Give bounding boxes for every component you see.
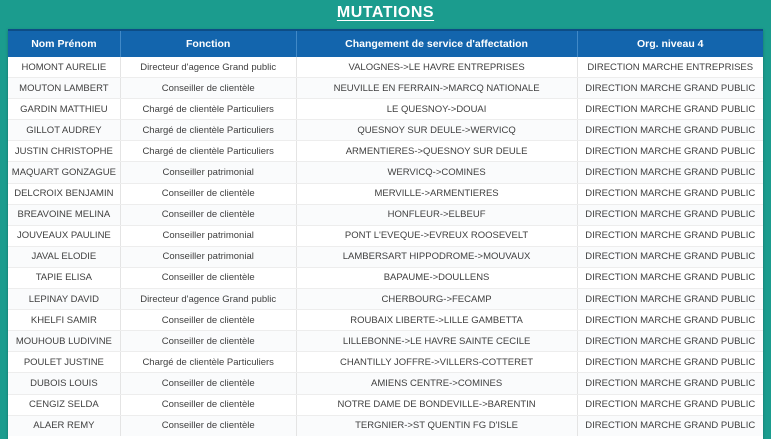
table-row <box>8 351 763 372</box>
cell-org-niveau-4: DIRECTION MARCHE GRAND PUBLIC <box>577 289 763 309</box>
cell-fonction: Conseiller de clientèle <box>120 184 296 204</box>
cell-changement-service: NOTRE DAME DE BONDEVILLE->BARENTIN <box>296 395 577 415</box>
cell-fonction: Conseiller de clientèle <box>120 416 296 436</box>
cell-org-niveau-4: DIRECTION MARCHE GRAND PUBLIC <box>577 120 763 140</box>
table-row <box>8 140 763 161</box>
table-row <box>8 204 763 225</box>
cell-nom-prenom: HOMONT AURELIE <box>21 61 107 73</box>
cell-nom-prenom: GILLOT AUDREY <box>26 124 102 136</box>
table-row <box>8 330 763 351</box>
column-header-org-niveau-4: Org. niveau 4 <box>577 31 763 57</box>
cell-fonction: Conseiller de clientèle <box>120 331 296 351</box>
cell-nom-prenom: MOUTON LAMBERT <box>19 82 109 94</box>
cell-fonction: Conseiller patrimonial <box>120 247 296 267</box>
table-row <box>8 98 763 119</box>
cell-changement-service: CHERBOURG->FECAMP <box>296 289 577 309</box>
cell-org-niveau-4: DIRECTION MARCHE GRAND PUBLIC <box>577 78 763 98</box>
cell-fonction: Directeur d'agence Grand public <box>120 57 296 77</box>
cell-changement-service: QUESNOY SUR DEULE->WERVICQ <box>296 120 577 140</box>
table-row <box>8 288 763 309</box>
table-row <box>8 183 763 204</box>
table-row <box>8 225 763 246</box>
cell-fonction: Conseiller de clientèle <box>120 395 296 415</box>
table-row <box>8 415 763 436</box>
table-header-row <box>8 29 763 57</box>
column-header-fonction: Fonction <box>120 31 296 57</box>
cell-changement-service: MERVILLE->ARMENTIERES <box>296 184 577 204</box>
cell-nom-prenom: KHELFI SAMIR <box>30 314 97 326</box>
cell-nom-prenom: MOUHOUB LUDIVINE <box>15 335 112 347</box>
cell-changement-service: LE QUESNOY->DOUAI <box>296 99 577 119</box>
cell-changement-service: ARMENTIERES->QUESNOY SUR DEULE <box>296 141 577 161</box>
table-row <box>8 119 763 140</box>
cell-fonction: Conseiller patrimonial <box>120 226 296 246</box>
cell-nom-prenom: JOUVEAUX PAULINE <box>16 230 111 242</box>
cell-nom-prenom: GARDIN MATTHIEU <box>20 103 108 115</box>
cell-fonction: Chargé de clientèle Particuliers <box>120 352 296 372</box>
table-body <box>8 57 763 436</box>
cell-changement-service: WERVICQ->COMINES <box>296 162 577 182</box>
page-title: MUTATIONS <box>336 4 435 21</box>
cell-fonction: Conseiller de clientèle <box>120 205 296 225</box>
cell-fonction: Chargé de clientèle Particuliers <box>120 99 296 119</box>
cell-org-niveau-4: DIRECTION MARCHE ENTREPRISES <box>577 57 763 77</box>
cell-nom-prenom: JAVAL ELODIE <box>31 251 97 263</box>
cell-fonction: Chargé de clientèle Particuliers <box>120 120 296 140</box>
table-row <box>8 267 763 288</box>
cell-org-niveau-4: DIRECTION MARCHE GRAND PUBLIC <box>577 373 763 393</box>
cell-changement-service: NEUVILLE EN FERRAIN->MARCQ NATIONALE <box>296 78 577 98</box>
cell-org-niveau-4: DIRECTION MARCHE GRAND PUBLIC <box>577 226 763 246</box>
cell-org-niveau-4: DIRECTION MARCHE GRAND PUBLIC <box>577 184 763 204</box>
table-row <box>8 309 763 330</box>
cell-nom-prenom: LEPINAY DAVID <box>28 293 99 305</box>
cell-nom-prenom: POULET JUSTINE <box>23 356 104 368</box>
table-row <box>8 161 763 182</box>
cell-fonction: Chargé de clientèle Particuliers <box>120 141 296 161</box>
cell-org-niveau-4: DIRECTION MARCHE GRAND PUBLIC <box>577 416 763 436</box>
table-row <box>8 246 763 267</box>
cell-org-niveau-4: DIRECTION MARCHE GRAND PUBLIC <box>577 352 763 372</box>
cell-changement-service: LILLEBONNE->LE HAVRE SAINTE CECILE <box>296 331 577 351</box>
cell-fonction: Conseiller de clientèle <box>120 78 296 98</box>
column-header-changement-service: Changement de service d'affectation <box>296 31 577 57</box>
cell-nom-prenom: MAQUART GONZAGUE <box>11 167 116 179</box>
cell-changement-service: ROUBAIX LIBERTE->LILLE GAMBETTA <box>296 310 577 330</box>
cell-changement-service: CHANTILLY JOFFRE->VILLERS-COTTERET <box>296 352 577 372</box>
table-row <box>8 372 763 393</box>
table-row <box>8 77 763 98</box>
cell-org-niveau-4: DIRECTION MARCHE GRAND PUBLIC <box>577 395 763 415</box>
cell-nom-prenom: TAPIE ELISA <box>35 272 93 284</box>
cell-changement-service: BAPAUME->DOULLENS <box>296 268 577 288</box>
cell-changement-service: TERGNIER->ST QUENTIN FG D'ISLE <box>296 416 577 436</box>
cell-org-niveau-4: DIRECTION MARCHE GRAND PUBLIC <box>577 310 763 330</box>
cell-org-niveau-4: DIRECTION MARCHE GRAND PUBLIC <box>577 99 763 119</box>
cell-org-niveau-4: DIRECTION MARCHE GRAND PUBLIC <box>577 247 763 267</box>
column-header-nom-prenom: Nom Prénom <box>31 38 97 50</box>
cell-fonction: Conseiller de clientèle <box>120 373 296 393</box>
cell-nom-prenom: ALAER REMY <box>33 420 95 432</box>
cell-fonction: Directeur d'agence Grand public <box>120 289 296 309</box>
cell-fonction: Conseiller de clientèle <box>120 310 296 330</box>
cell-nom-prenom: DELCROIX BENJAMIN <box>14 188 114 200</box>
cell-fonction: Conseiller patrimonial <box>120 162 296 182</box>
cell-nom-prenom: DUBOIS LOUIS <box>30 377 98 389</box>
cell-nom-prenom: BREAVOINE MELINA <box>17 209 111 221</box>
table-row <box>8 394 763 415</box>
table-row <box>8 57 763 77</box>
cell-org-niveau-4: DIRECTION MARCHE GRAND PUBLIC <box>577 162 763 182</box>
cell-changement-service: LAMBERSART HIPPODROME->MOUVAUX <box>296 247 577 267</box>
cell-org-niveau-4: DIRECTION MARCHE GRAND PUBLIC <box>577 141 763 161</box>
cell-org-niveau-4: DIRECTION MARCHE GRAND PUBLIC <box>577 268 763 288</box>
cell-org-niveau-4: DIRECTION MARCHE GRAND PUBLIC <box>577 331 763 351</box>
cell-changement-service: AMIENS CENTRE->COMINES <box>296 373 577 393</box>
cell-nom-prenom: CENGIZ SELDA <box>29 399 99 411</box>
cell-nom-prenom: JUSTIN CHRISTOPHE <box>14 145 113 157</box>
cell-org-niveau-4: DIRECTION MARCHE GRAND PUBLIC <box>577 205 763 225</box>
cell-changement-service: HONFLEUR->ELBEUF <box>296 205 577 225</box>
mutations-table <box>8 29 763 439</box>
cell-fonction: Conseiller de clientèle <box>120 268 296 288</box>
cell-changement-service: VALOGNES->LE HAVRE ENTREPRISES <box>296 57 577 77</box>
cell-changement-service: PONT L'EVEQUE->EVREUX ROOSEVELT <box>296 226 577 246</box>
